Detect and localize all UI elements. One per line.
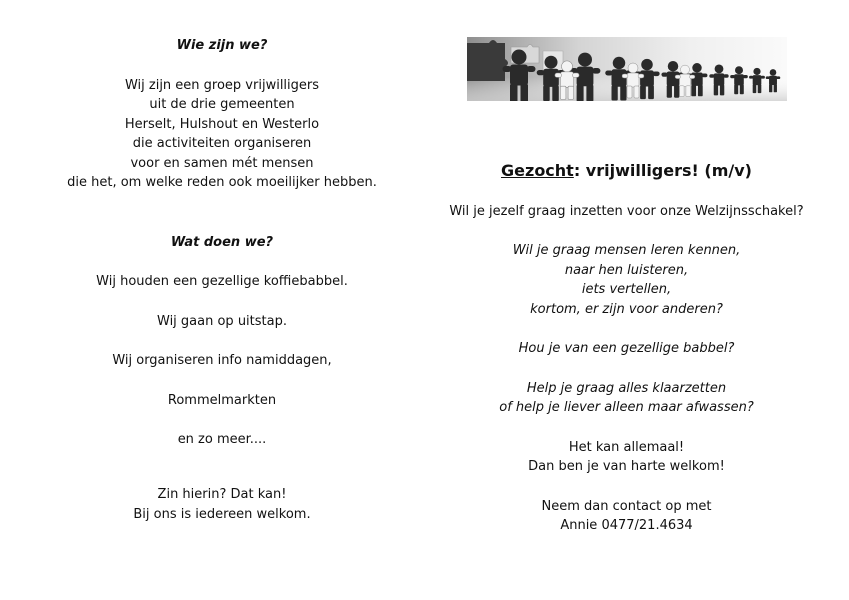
italic-line: naar hen luisteren, (564, 263, 689, 278)
activity-item: Rommelmarkten (167, 393, 277, 408)
who-line: Herselt, Hulshout en Westerlo (124, 117, 320, 132)
help-line: Help je graag alles klaarzetten (526, 381, 727, 396)
welcome-line: Dan ben je van harte welkom! (528, 459, 725, 474)
closing-line: Zin hierin? Dat kan! (157, 487, 287, 502)
activity-item: Wij gaan op uitstap. (157, 314, 287, 329)
activity-item: Wij organiseren info namiddagen, (112, 353, 332, 368)
who-line: die het, om welke reden ook moeilijker hebben. (67, 175, 377, 190)
help-line: of help je liever alleen maar afwassen? (499, 400, 754, 415)
closing-line: Bij ons is iedereen welkom. (133, 507, 311, 522)
right-column (404, 0, 849, 600)
who-line: voor en samen mét mensen (130, 156, 314, 171)
who-line: Wij zijn een groep vrijwilligers (124, 78, 320, 93)
italic-line: iets vertellen, (581, 282, 672, 297)
contact-phone: Annie 0477/21.4634 (560, 518, 693, 533)
who-line: die activiteiten organiseren (132, 136, 312, 151)
contact-line: Neem dan contact op met (541, 499, 712, 514)
activity-item: Wij houden een gezellige koffiebabbel. (96, 274, 348, 289)
heading-what-do-we-do: Wat doen we? (170, 235, 274, 250)
title-rest: : vrijwilligers! (m/v) (573, 161, 752, 180)
italic-line: Wil je graag mensen leren kennen, (512, 243, 741, 258)
activity-item: en zo meer.... (177, 432, 267, 447)
title-underlined-word: Gezocht (501, 161, 574, 180)
page-title (404, 160, 849, 182)
italic-line: kortom, er zijn voor anderen? (530, 302, 723, 317)
welcome-line: Het kan allemaal! (568, 440, 685, 455)
intro-question: Wil je jezelf graag inzetten voor onze Welzijnsschakel? (449, 204, 804, 219)
heading-who-are-we: Wie zijn we? (176, 38, 268, 53)
babbel-question: Hou je van een gezellige babbel? (518, 341, 735, 356)
who-line: uit de drie gemeenten (149, 97, 295, 112)
